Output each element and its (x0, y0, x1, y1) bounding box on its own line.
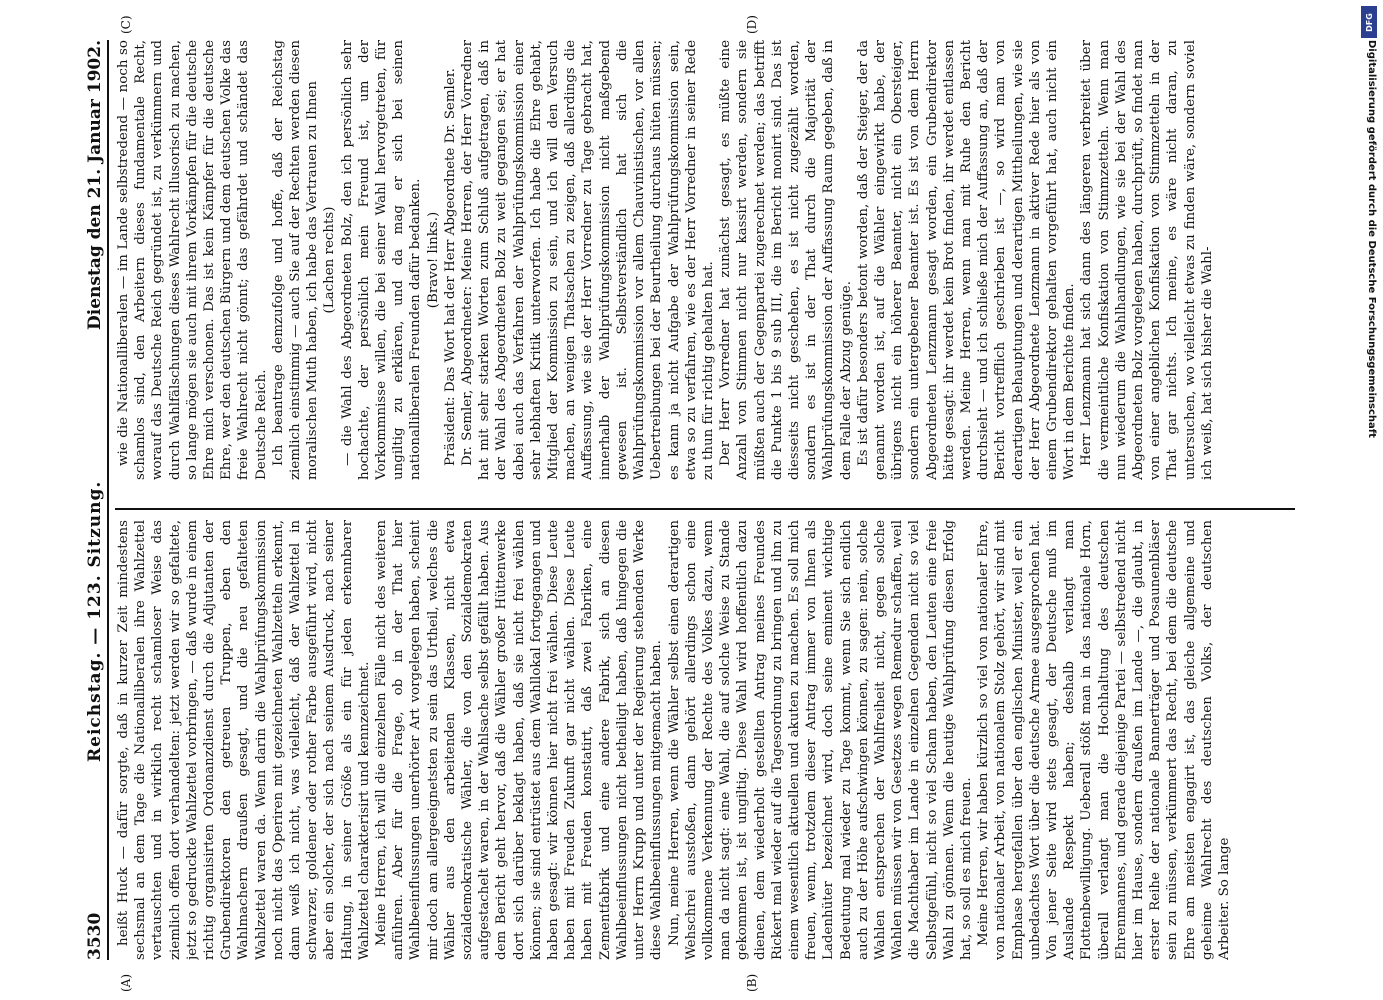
paragraph: Der Herr Vorredner hat zunächst gesagt, es müßte eine Anzahl von Stimmen nicht nur kassirt werden, sondern sie müßten auch der Gegenpartei zugerechnet werden; das betrifft die Punkte 1 bis 9 sub III, die im Bericht monirt sind. Das ist diesseits nicht geschehen, es ist nicht zugezählt worden, sondern es ist in der That durch die Majorität der Wahlprüfungskommission der Auffassung Raum gegeben, daß in dem Falle der Abzug genüge. (718, 40, 854, 480)
session-title: Reichstag. — 123. Sitzung. (85, 480, 105, 762)
paragraph: Meine Herren, wir haben kürzlich so viel von nationaler Ehre, von nationaler Arbeit, von nationalem Stolz gehört, wir sind mit Emphase hergefallen über den englischen Minister, weil er ein unbedachtes Wort über die deutsche Armee ausgesprochen hat. Von jener Seite wird stets gesagt, der Deutsche muß im Auslande Respekt haben; deshalb verlangt man Flottenbewilligung. Ueberall stößt man in das nationale Horn, überall verlangt man die Hochhaltung des deutschen Ehrenmannes, und gerade diejenige Partei — selbstredend nicht hier im Hause, sondern draußen im Lande —, die glaubt, in erster Reihe der nationale Bannerträger und Posaunenbläser sein zu müssen, verkümmert das Recht, bei dem die deutsche Ehre am meisten engagirt ist, das gleiche allgemeine und geheime Wahlrecht des deutschen Volks, der deutschen Arbeiter. So lange (976, 520, 1232, 960)
credit-strip (1357, 0, 1381, 1000)
scanned-page (55, 0, 1355, 1000)
paragraph: Dr. Semler, Abgeordneter: Meine Herren, der Herr Vorredner hat mit sehr starken Worten zum Schluß aufgetragen, daß in der Wahl des Abgeordneten Bolz zu weit gegangen sei; er hat dabei auch das Verfahren der Wahlprüfungskommission einer sehr lebhaften Kritik unterworfen. Ich habe die Ehre gehabt, Mitglied der Kommission zu sein, und ich will den Versuch machen, an wenigen Thatsachen zu zeigen, daß allerdings die Auffassung, wie sie der Herr Vorredner zu Tage gebracht hat, innerhalb der Wahlprüfungskommission nicht maßgebend gewesen ist. Selbstverständlich hat sich die Wahlprüfungskommission vor allem Chauvinistischen, vor allen Uebertreibungen bei der Beurtheilung durchaus hüten müssen; es kann ja nicht Aufgabe der Wahlprüfungskommission sein, etwa so zu verfahren, wie es der Herr Vorredner in seiner Rede zu thun für richtig gehalten hat. (460, 40, 716, 480)
margin-marker-d: (D) (745, 15, 759, 34)
session-date: Dienstag den 21. Januar 1902. (85, 40, 105, 330)
header-rule (107, 40, 109, 960)
column-divider (115, 508, 1295, 510)
margin-marker-b: (B) (745, 973, 759, 992)
margin-marker-a: (A) (119, 973, 133, 992)
funding-credit: Digitalisierung gefördert durch die Deutsche Forschungsgemeinschaft (1366, 40, 1377, 438)
page-header (65, 40, 105, 960)
paragraph: Ich beantrage demzufolge und hoffe, daß der Reichstag ziemlich einstimmig — auch Sie auf der Rechten werden diesen moralischen Muth haben, ich habe das Vertrauen zu Ihnen (270, 40, 321, 480)
paragraph: Präsident: Das Wort hat der Herr Abgeordnete Dr. Semler. (442, 68, 458, 466)
paragraph: Meine Herren, ich will die einzelnen Fälle nicht des weiteren anführen. Aber für die Frage, ob in der That hier Wahlbeeinflussungen unerhörter Art vorgelegen haben, scheint mir doch am allergeeignetsten zu sein das Urtheil, welches die Wähler aus den arbeitenden Klassen, nicht etwa sozialdemokratische Wähler, die von den Sozialdemokraten aufgestachelt waren, in der Wahlsache selbst gefällt haben. Aus dem Bericht geht hervor, daß die Wähler großer Hüttenwerke dort sich darüber beklagt haben, daß sie nicht frei wählen können; sie sind entrüstet aus dem Wahllokal fortgegangen und haben gesagt: wir können hier nicht frei wählen. Diese Leute haben mit Freuden Zukunft gar nicht wählen. Diese Leute haben mit Freuden konstatirt, daß zwei Fabriken, eine Zementfabrik und eine andere Fabrik, sich an diesen Wahlbeeinflussungen nicht betheiligt haben, daß hingegen die unter Herrn Krupp und unter der Regierung stehenden Werke diese Wahlbeeinflussungen mitgemacht haben. (374, 520, 665, 960)
paragraph: Nun, meine Herren, wenn die Wähler selbst einen derartigen Wehschrei ausstoßen, dann gehört allerdings schon eine vollkommene Verkennung der Rechte des Volkes dazu, wenn man da nicht sagt: eine Wahl, die auf solche Weise zu Stande gekommen ist, ist ungiltig. Diese Wahl wird hoffentlich dazu dienen, dem wiederholt gestellten Antrag meines Freundes Rickert mal wieder auf die Tagesordnung zu bringen und ihn zu einem wesentlich aktuellen und akuten zu machen. Es soll mich freuen, wenn, trotzdem dieser Antrag immer von Ihnen als Ladenhüter bezeichnet wird, doch seine eminent wichtige Bedeutung mal wieder zu Tage kommt, wenn Sie sich endlich auch zu der Höhe aufschwingen können, zu sagen: nein, solche Wahlen entsprechen der Wahlfreiheit nicht, gegen solche Wahlen müssen wir von Gesetzes wegen Remedur schaffen, weil die Machthaber im Lande in einzelnen Gegenden nicht so viel Selbstgefühl, nicht so viel Scham haben, den Leuten eine freie Wahl zu gönnen. Wenn die heutige Wahlprüfung diesen Erfolg hat, so soll es mich freuen. (666, 520, 974, 960)
paragraph: Es ist dafür besonders betont worden, daß der Steiger, der da genannt worden ist, auf die Wähler eingewirkt habe, der übrigens nicht ein höherer Beamter, nicht ein Obersteiger, sondern ein untergebener Beamter ist. Es ist von dem Herrn Abgeordneten Lenzmann gesagt worden, ein Grubendirektor hätte gesagt: ihr werdet kein Brot finden, ihr werdet entlassen werden. Meine Herren, wenn man mit Ruhe den Bericht durchsieht — und ich schließe mich der Auffassung an, daß der Bericht vortrefflich geschrieben ist —, so wird man von derartigen Behauptungen und derartigen Mittheilungen, wie sie der Herr Abgeordnete Lenzmann in aktiver Rede hier als von einem Grubendirektor gehalten vorgeführt hat, auch nicht ein Wort in dem Berichte finden. (855, 40, 1078, 480)
text-column-right (115, 40, 1295, 480)
dfg-logo: DFG (1361, 6, 1377, 38)
paragraph: — die Wahl des Abgeordneten Bolz, den ich persönlich sehr hochachte, der persönlich mein Freund ist, um der Vorkommnisse willen, die bei seiner Wahl hervorgetreten, für ungiltig zu erklären, und da mag er sich bei seinen nationalliberalen Freunden dafür bedanken. (339, 40, 424, 480)
interjection: (Bravo! links.) (425, 211, 441, 309)
paragraph: heißt Huck — dafür sorgte, daß in kurzer Zeit mindestens sechsmal an dem Tage die Nationalliberalen ihre Wahlzettel vertauschten und in wirklich recht schamloser Weise das ziemlich offen dort verhandelten: jetzt werden wir so gefaltete, jetzt so gedruckte Wahlzettel vorbringen, — daß wurde in einem richtig organisirten Ordonanzdienst durch die Adjutanten der Grubendirektoren den getreuen Truppen, eben den Wahlmachern draußen gesagt, und die neu gefalteten Wahlzettel waren da. Wenn darin die Wahlprüfungskommission noch nicht das Operiren mit gezeichneten Wahlzetteln erkennt, dann weiß ich nicht, was vielleicht, daß der Wahlzettel in schwarzer, goldener oder rother Farbe ausgeführt wird, nicht aber ein solcher, der sich nach seinem Ausdruck, nach seiner Haltung, in seiner Größe als ein für jeden erkennbarer Wahlzettel charakterisirt und kennzeichnet. (116, 520, 372, 960)
interjection: (Lachen rechts) (322, 206, 338, 314)
paragraph: Herr Lenzmann hat sich dann des längeren verbreitet über die vermeintliche Konfiskation von Stimmzetteln. Wenn man nun wiederum die Wahlhandlungen, wie sie bei der Wahl des Abgeordneten Bolz vorgelegen haben, durchprüft, so findet man von einer angeblichen Konfiskation von Stimmzetteln in der That gar nichts. Ich meine, es wäre nicht daran, zu untersuchen, wo vielleicht etwas zu finden wäre, sondern soviel ich weiß, hat sich bisher die Wahl- (1079, 40, 1215, 480)
margin-marker-c: (C) (119, 15, 133, 34)
page-number: 3530 (85, 912, 105, 960)
paragraph: wie die Nationalliberalen — im Lande selbstredend — noch so schamlos sind, den Arbeitern dieses fundamentale Recht, worauf das Deutsche Reich gegründet ist, zu verkümmern und durch Wahlfälschungen dieses Wahlrecht illusorisch zu machen, so lange mögen sie auch mit ihrem Vorkämpfen für die deutsche Ehre mich verschonen. Das ist kein Kämpfer für die deutsche Ehre, wer den deutschen Bürgern und dem deutschen Volke das freie Wahlrecht nicht gönnt; das gefährdet und schändet das Deutsche Reich. (116, 40, 269, 480)
rotated-sheet (55, 0, 1355, 1000)
text-column-left (115, 520, 1295, 960)
